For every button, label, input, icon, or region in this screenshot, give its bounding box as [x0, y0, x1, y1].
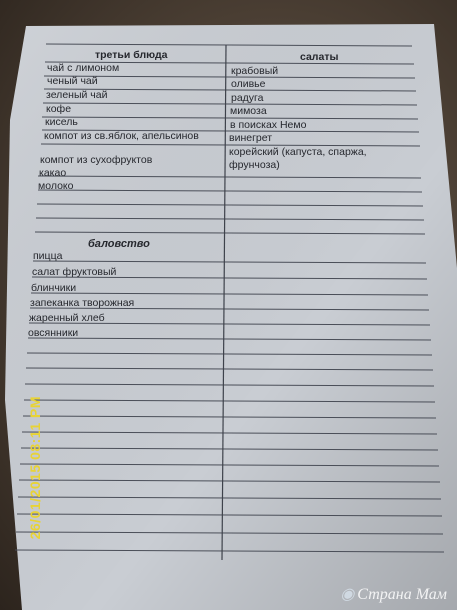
right-item-korean-cont: фрунчоза): [229, 159, 280, 171]
left-item: блинчики: [31, 282, 77, 294]
left-item: компот из св.яблок, апельсинов: [44, 130, 199, 142]
left-item: кофе: [46, 103, 72, 115]
watermark-text: Страна Мам: [357, 586, 447, 603]
left-item: ченый чай: [47, 75, 98, 87]
left-item: овсянники: [28, 327, 79, 339]
left-item: пицца: [33, 250, 63, 262]
watermark: [340, 584, 447, 604]
left-item: кисель: [45, 116, 78, 128]
right-item: оливье: [231, 78, 266, 90]
left-item: зеленый чай: [46, 89, 108, 101]
left-item: компот из сухофруктов: [40, 154, 153, 166]
right-column-header: салаты: [300, 51, 339, 63]
right-item-korean: корейский (капуста, спаржа,: [229, 146, 367, 158]
right-item: в поисках Немо: [230, 119, 307, 131]
right-item: винегрет: [229, 132, 273, 144]
left-item: чай с лимоном: [47, 62, 120, 74]
right-item: радуга: [231, 92, 264, 104]
left-item: запеканка творожная: [30, 297, 135, 309]
camera-date-stamp: 26/01/2015 08:11 PM: [27, 396, 43, 540]
section-header-balovstvo: баловство: [88, 238, 150, 250]
left-item: молоко: [38, 180, 74, 192]
left-item: какао: [39, 167, 67, 179]
left-column-header: третьи блюда: [95, 49, 168, 61]
lightbulb-icon: ◉: [340, 586, 355, 603]
right-item: мимоза: [230, 105, 267, 117]
right-item: крабовый: [231, 65, 279, 77]
left-item: жаренный хлеб: [29, 312, 105, 324]
left-item: салат фруктовый: [32, 266, 117, 278]
